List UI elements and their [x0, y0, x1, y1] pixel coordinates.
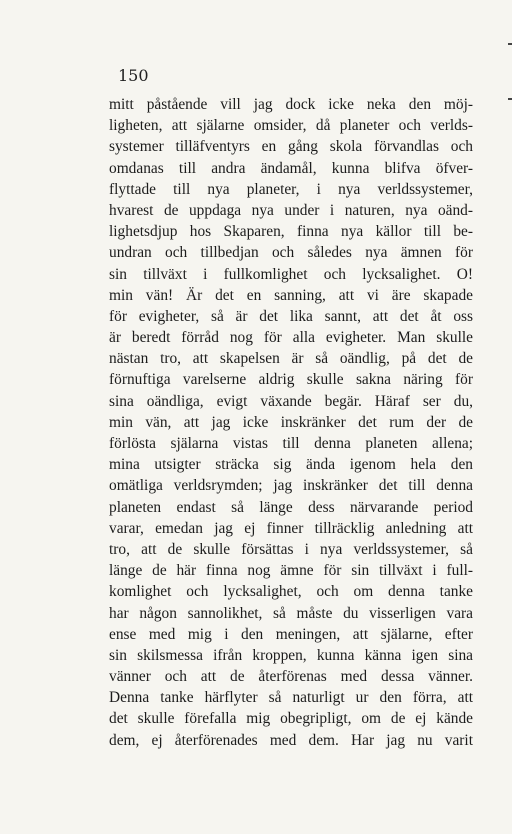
text-line: flyttade till nya planeter, i nya verldssystemer, — [109, 180, 473, 198]
text-line: hvarest de uppdaga nya under i naturen, nya oänd- — [109, 201, 473, 219]
text-line: vänner och att de återförenas med dessa vänner. — [109, 668, 473, 686]
text-line: omdanas till andra ändamål, kunna blifva öfver- — [109, 159, 473, 177]
text-line: är beredt förråd nog för alla evigheter. Man skulle — [109, 329, 473, 347]
text-line: min vän! Är det en sanning, att vi äre skapade — [109, 286, 473, 304]
text-line: systemer tilläfventyrs en gång skola förvandlas och — [109, 138, 473, 156]
text-line: komlighet och lycksalighet, och om denna tanke — [109, 583, 473, 601]
page-edge-mark — [508, 98, 512, 100]
text-line: min vän, att jag icke inskränker det rum der de — [109, 413, 473, 431]
text-line: varar, emedan jag ej finner tillräcklig anledning att — [109, 519, 473, 537]
text-line: nästan tro, att skapelsen är så oändlig, på det de — [109, 350, 473, 368]
text-line: ense med mig i den meningen, att själarne, efter — [109, 625, 473, 643]
text-line: dem, ej återförenades med dem. Har jag nu varit — [109, 731, 473, 749]
text-line: lighetsdjup hos Skaparen, finna nya källor till be- — [109, 223, 473, 241]
text-line: Denna tanke härflyter så naturligt ur den förra, att — [109, 689, 473, 707]
text-line: planeten endast så länge dess närvarande period — [109, 498, 473, 516]
page-edge-mark — [508, 43, 512, 45]
text-line: undran och tillbedjan och således nya ämnen för — [109, 244, 473, 262]
text-line: förlösta själarna vistas till denna planeten allena; — [109, 435, 473, 452]
body-text — [109, 94, 473, 751]
text-line: för evigheter, så är det lika sannt, att det åt oss — [109, 307, 473, 325]
text-line: sin skilsmessa ifrån kroppen, kunna känna igen sina — [109, 646, 473, 664]
text-line: förnuftiga varelserne aldrig skulle sakna näring för — [109, 371, 473, 389]
text-line: sin tillväxt i fullkomlighet och lycksalighet. O! — [109, 265, 473, 283]
text-line: mitt påstående vill jag dock icke neka den möj- — [109, 96, 473, 113]
text-line: har någon sannolikhet, så måste du visserligen vara — [109, 604, 473, 622]
text-line: mina utsigter sträcka sig ända igenom hela den — [109, 456, 473, 474]
page-number: 150 — [118, 66, 149, 85]
text-line: sina oändliga, evigt växande begär. Häraf ser du, — [109, 392, 473, 410]
text-line: det skulle förefalla mig obegripligt, om de ej kände — [109, 710, 473, 728]
text-line: ligheten, att själarne omsider, då planeter och verlds- — [109, 117, 473, 135]
text-line: omätliga verldsrymden; jag inskränker det till denna — [109, 477, 473, 495]
text-line: länge de här finna nog ämne för sin tillväxt i full- — [109, 562, 473, 580]
text-line: tro, att de skulle försättas i nya verldssystemer, så — [109, 540, 473, 558]
